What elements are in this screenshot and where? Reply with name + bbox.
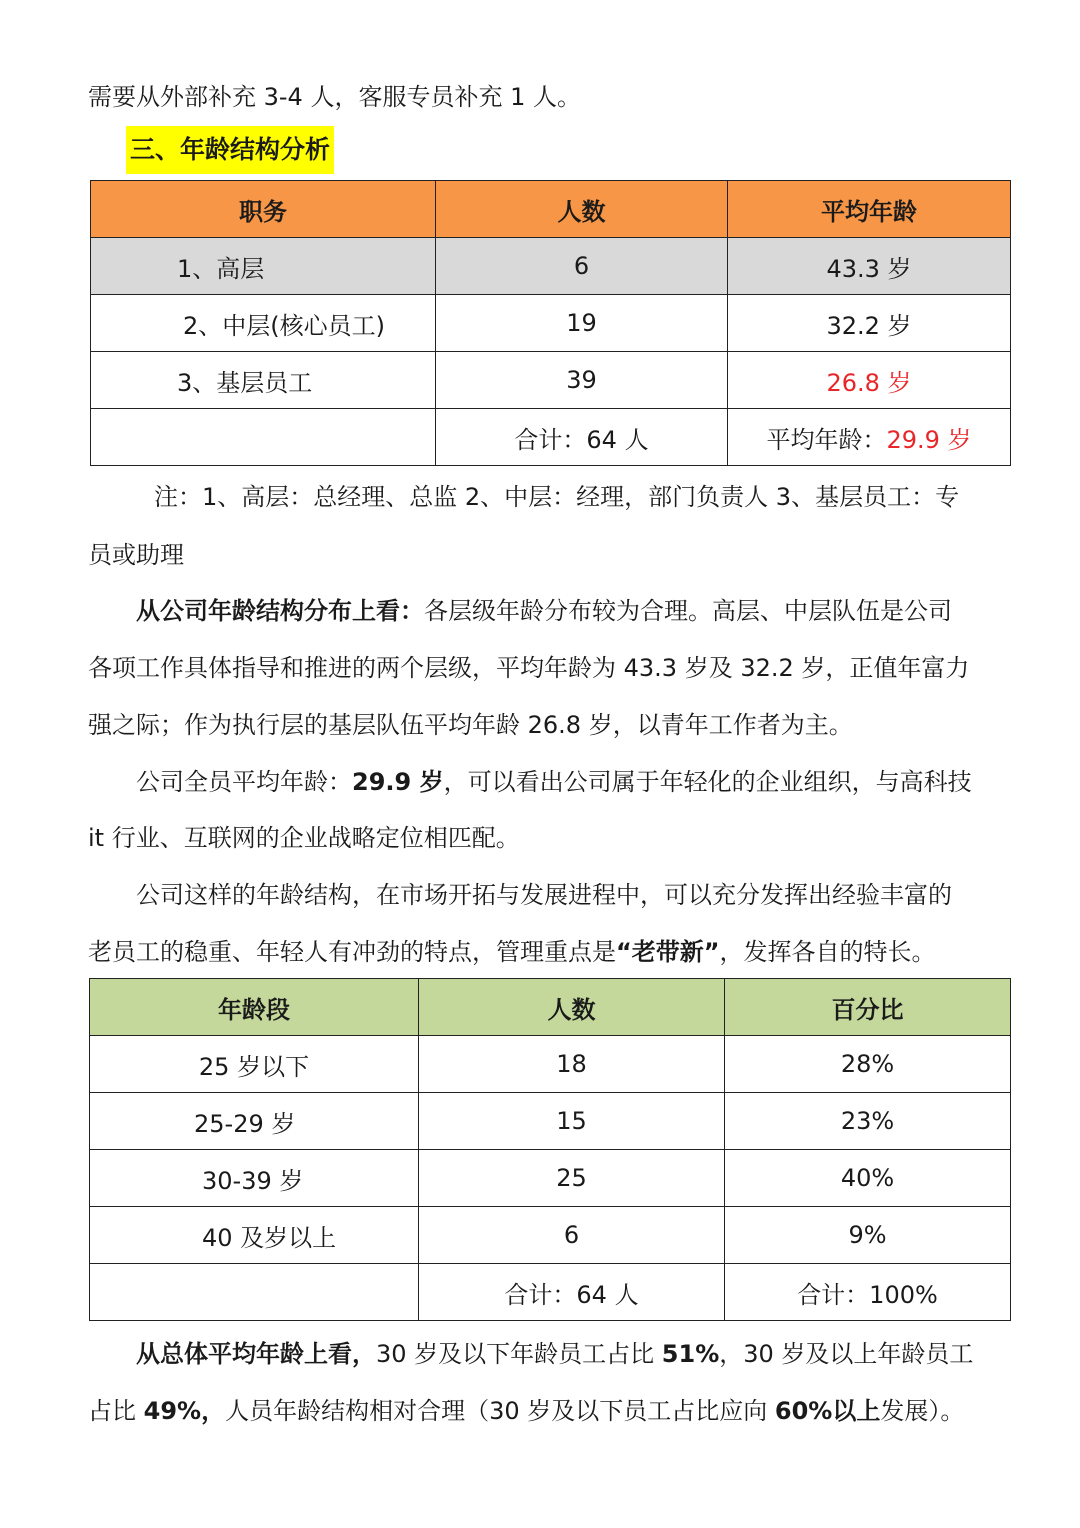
section-heading: 三、年龄结构分析 (126, 126, 334, 174)
cell-percent: 40% (725, 1150, 1011, 1207)
cell-percent: 9% (725, 1207, 1011, 1264)
para4-bold-pct: 49%， (143, 1397, 226, 1425)
note-line-2: 员或助理 (88, 541, 184, 569)
header-position: 职务 (91, 181, 436, 238)
para3-line-1: 公司这样的年龄结构，在市场开拓与发展进程中，可以充分发挥出经验丰富的 (136, 881, 952, 909)
table-row (91, 352, 1011, 409)
note-line-1: 注：1、高层：总经理、总监 2、中层：经理，部门负责人 3、基层员工：专 (154, 483, 960, 511)
cell-total-count: 合计：64 人 (419, 1264, 725, 1321)
cell-range: 25-29 岁 (90, 1093, 419, 1150)
table-total-row (91, 409, 1011, 466)
para3-line-2 (88, 935, 936, 969)
table-row (91, 238, 1011, 295)
cell-role: 2、中层(核心员工) (91, 295, 436, 352)
cell-empty (90, 1264, 419, 1321)
table-header-row (90, 979, 1011, 1036)
para4-line-2 (88, 1394, 964, 1428)
para2-text: ，可以看出公司属于年轻化的企业组织，与高科技 (443, 768, 972, 796)
cell-range: 25 岁以下 (90, 1036, 419, 1093)
para2-line-1 (136, 765, 972, 799)
table-total-row (90, 1264, 1011, 1321)
cell-percent: 28% (725, 1036, 1011, 1093)
cell-avg-highlight: 26.8 岁 (728, 352, 1011, 409)
cell-percent: 23% (725, 1093, 1011, 1150)
header-avg-age: 平均年龄 (728, 181, 1011, 238)
table-header-row (91, 181, 1011, 238)
para1-text: 各层级年龄分布较为合理。高层、中层队伍是公司 (424, 597, 952, 625)
cell-count: 6 (419, 1207, 725, 1264)
cell-count: 6 (436, 238, 728, 295)
table-row (90, 1150, 1011, 1207)
cell-total-percent: 合计：100% (725, 1264, 1011, 1321)
table-row (90, 1207, 1011, 1264)
position-age-table (90, 180, 1011, 466)
para4-line-1 (136, 1337, 973, 1371)
age-range-table (89, 978, 1011, 1321)
cell-range: 30-39 岁 (90, 1150, 419, 1207)
cell-total-count: 合计：64 人 (436, 409, 728, 466)
cell-range: 40 及岁以上 (90, 1207, 419, 1264)
cell-avg: 32.2 岁 (728, 295, 1011, 352)
para4-text: 占比 (88, 1397, 144, 1425)
table-row (90, 1093, 1011, 1150)
para4-bold-pct: 60%以上 (774, 1397, 881, 1425)
para4-text: 发展）。 (880, 1397, 965, 1425)
total-avg-value: 29.9 岁 (886, 425, 972, 454)
para1-line-3: 强之际；作为执行层的基层队伍平均年龄 26.8 岁，以青年工作者为主。 (88, 711, 853, 739)
cell-count: 25 (419, 1150, 725, 1207)
cell-avg: 43.3 岁 (728, 238, 1011, 295)
cell-empty (91, 409, 436, 466)
para1-line-2: 各项工作具体指导和推进的两个层级，平均年龄为 43.3 岁及 32.2 岁，正值年富力 (88, 654, 970, 682)
header-count: 人数 (419, 979, 725, 1036)
para4-text: 人员年龄结构相对合理（30 岁及以下员工占比应向 (225, 1397, 775, 1425)
para3-text: ，发挥各自的特长。 (719, 938, 936, 966)
table-row (91, 295, 1011, 352)
para4-text: 30 岁及以下年龄员工占比 (376, 1340, 662, 1368)
cell-count: 39 (436, 352, 728, 409)
para2-line-2: it 行业、互联网的企业战略定位相匹配。 (88, 824, 520, 852)
header-count: 人数 (436, 181, 728, 238)
para4-bold: 从总体平均年龄上看， (136, 1340, 376, 1368)
cell-total-avg (728, 409, 1011, 466)
para2-bold: 29.9 岁 (352, 768, 444, 796)
cell-count: 18 (419, 1036, 725, 1093)
cell-role: 3、基层员工 (91, 352, 436, 409)
table-row (90, 1036, 1011, 1093)
cell-role: 1、高层 (91, 238, 436, 295)
para4-text: ，30 岁及以上年龄员工 (719, 1340, 974, 1368)
para1-bold: 从公司年龄结构分布上看： (136, 597, 424, 625)
para3-lead: 老员工的稳重、年轻人有冲劲的特点，管理重点是 (88, 938, 616, 966)
total-avg-label: 平均年龄： (766, 425, 887, 454)
para2-lead: 公司全员平均年龄： (136, 768, 352, 796)
para4-bold-pct: 51% (661, 1340, 720, 1368)
para1-line-1 (136, 594, 952, 628)
para3-bold: “老带新” (616, 938, 720, 966)
cell-count: 19 (436, 295, 728, 352)
header-age-range: 年龄段 (90, 979, 419, 1036)
header-percent: 百分比 (725, 979, 1011, 1036)
cell-count: 15 (419, 1093, 725, 1150)
intro-line: 需要从外部补充 3-4 人，客服专员补充 1 人。 (88, 83, 581, 111)
